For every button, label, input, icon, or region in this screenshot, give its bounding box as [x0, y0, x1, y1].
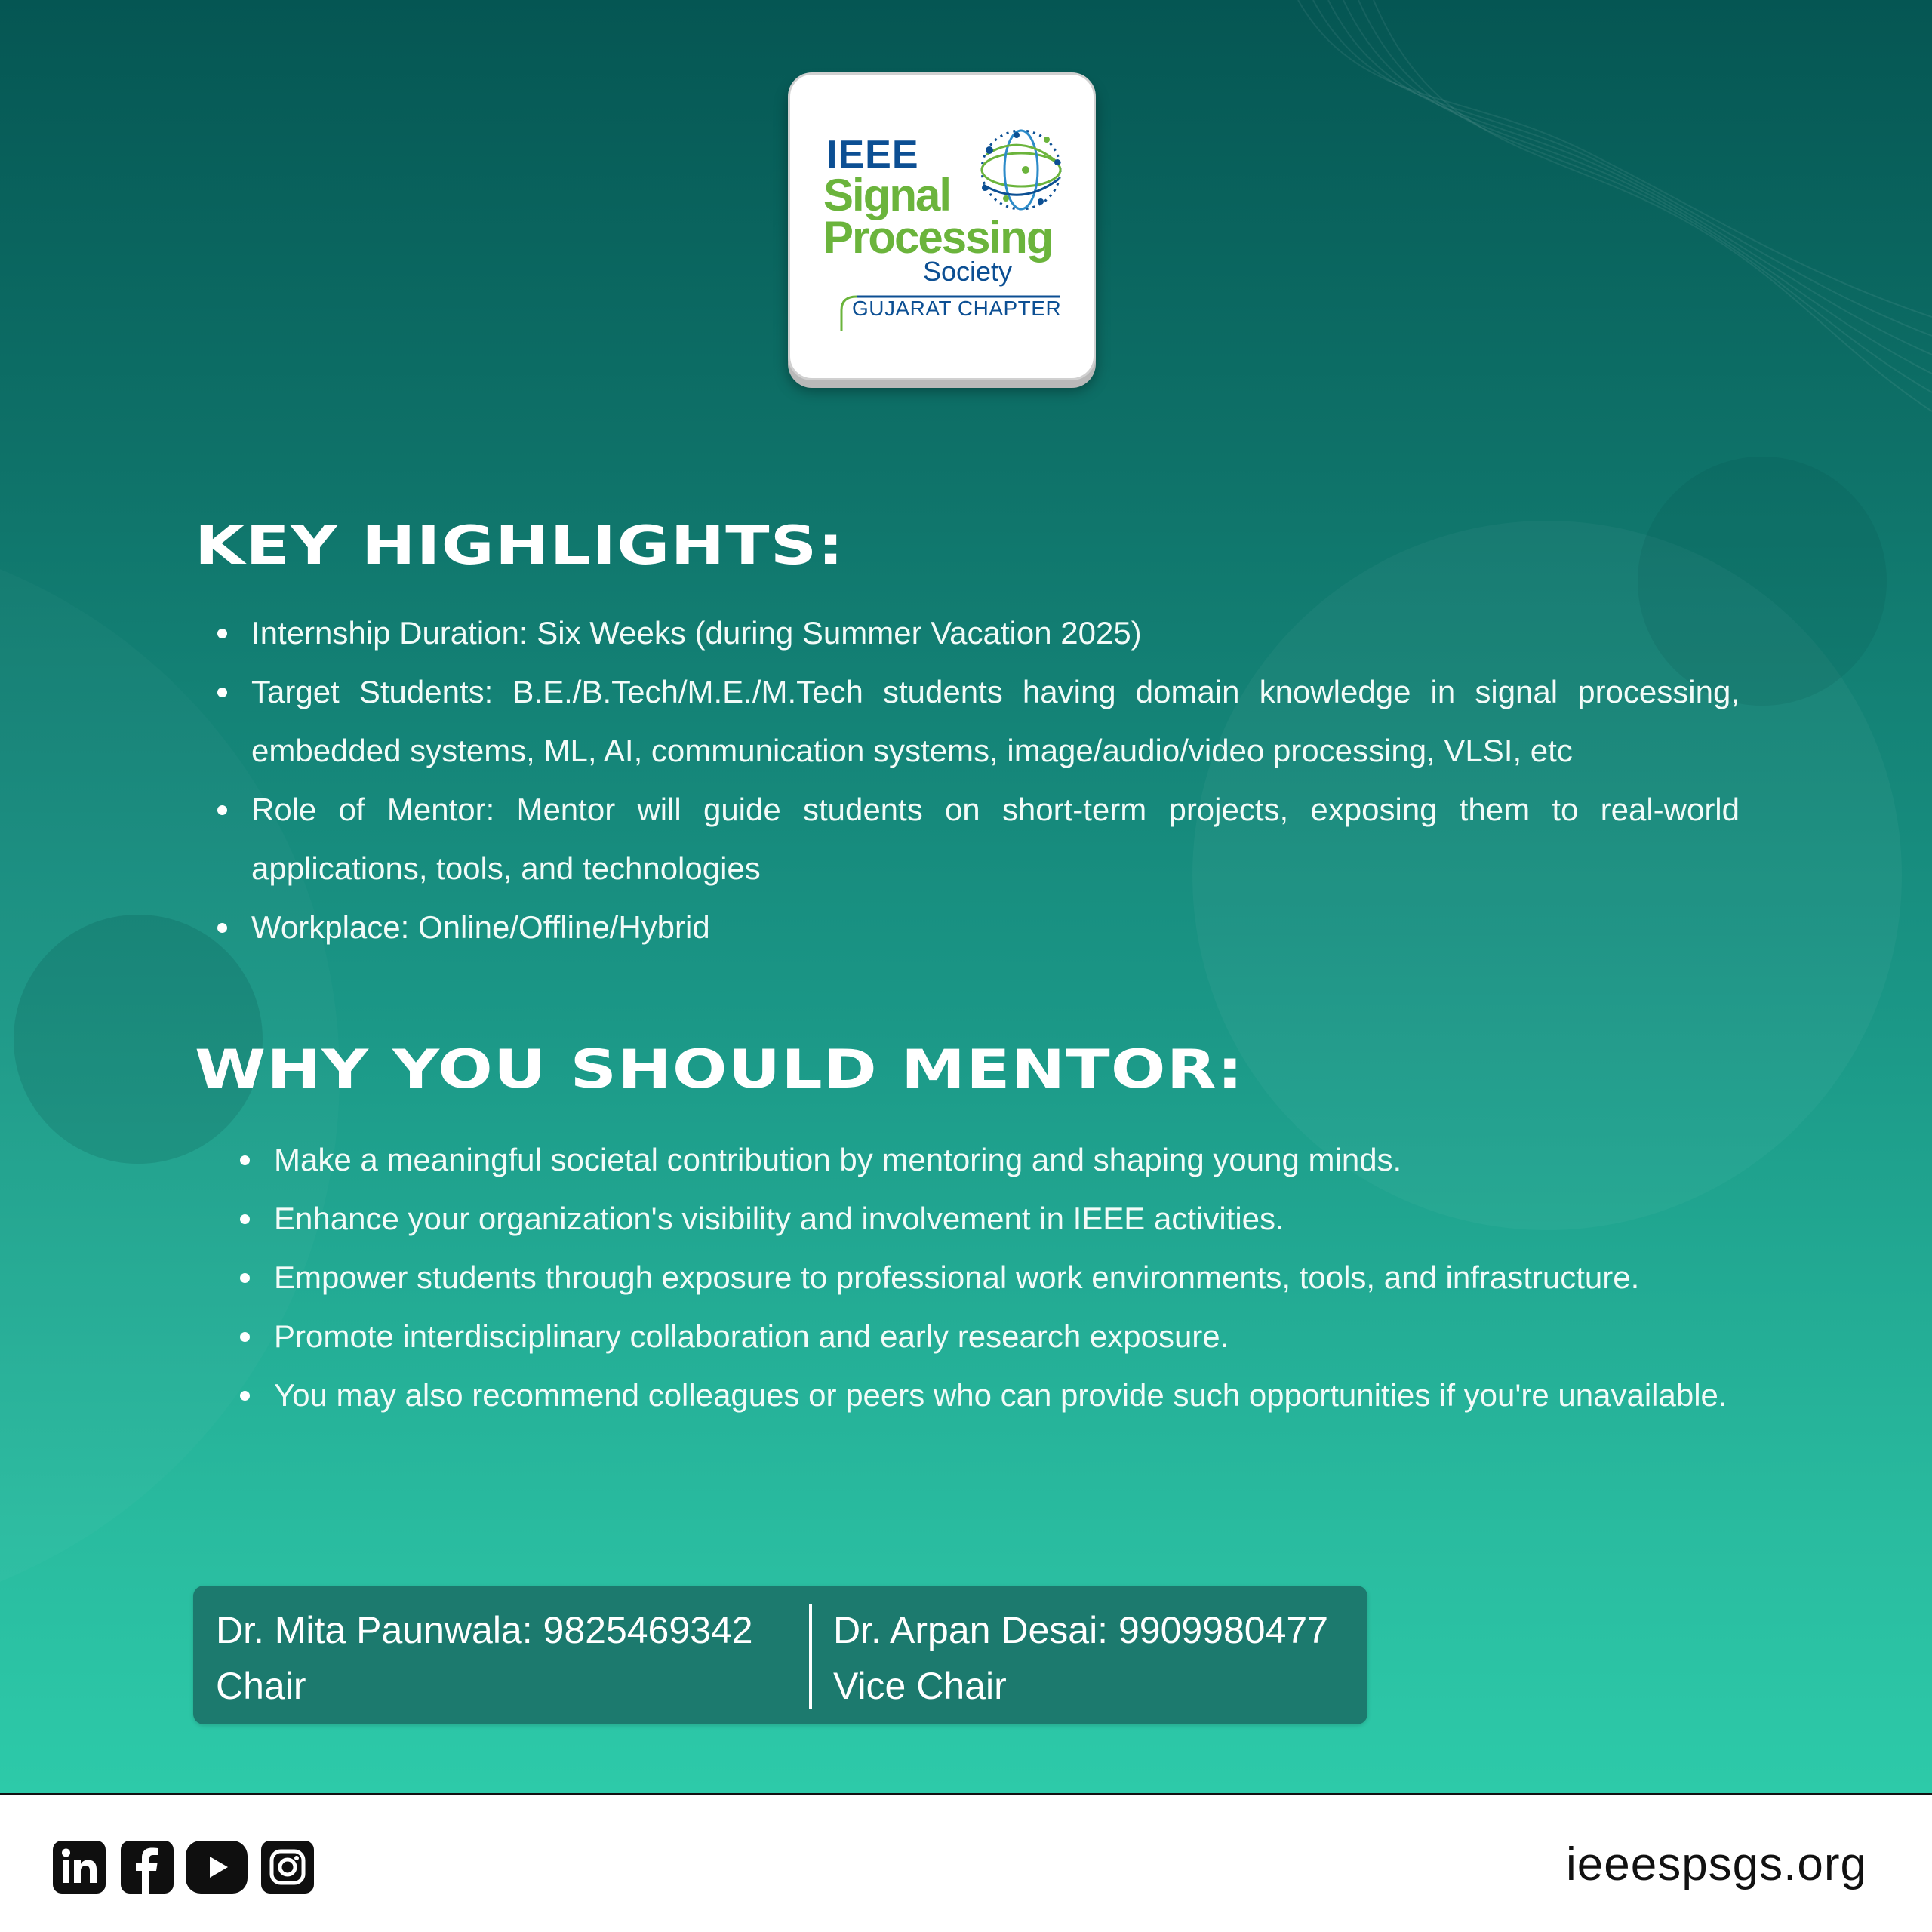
list-item-text: Workplace: Online/Offline/Hybrid [251, 909, 710, 945]
contact-role: Vice Chair [833, 1665, 1007, 1707]
list-item-text: Empower students through exposure to professional work environments, tools, and infrastructure. [274, 1260, 1640, 1295]
facebook-icon[interactable] [121, 1841, 174, 1894]
bullet-icon [240, 1273, 250, 1283]
contact-vice-chair [833, 1602, 1328, 1714]
list-item-text: Enhance your organization's visibility and involvement in IEEE activities. [274, 1201, 1284, 1236]
contact-role: Chair [216, 1665, 306, 1707]
logo-chapter-text: GUJARAT CHAPTER [852, 297, 1062, 320]
instagram-icon[interactable] [261, 1841, 314, 1894]
linkedin-icon[interactable] [53, 1841, 106, 1894]
bullet-icon [217, 923, 227, 933]
contact-box [193, 1586, 1367, 1724]
list-item [274, 1131, 1762, 1189]
list-item [251, 898, 1740, 957]
logo-signal-text: Signal [823, 170, 951, 220]
background-wave-lines [1268, 0, 1932, 423]
bullet-icon [240, 1155, 250, 1165]
footer [0, 1795, 1932, 1932]
list-item-text: Make a meaningful societal contribution by mentoring and shaping young minds. [274, 1142, 1402, 1177]
bullet-icon [217, 629, 227, 638]
bullet-icon [240, 1332, 250, 1342]
bullet-icon [217, 805, 227, 815]
contact-name-phone: Dr. Mita Paunwala: 9825469342 [216, 1609, 753, 1651]
youtube-icon[interactable] [186, 1841, 248, 1894]
list-item [251, 780, 1740, 898]
list-item-text: Internship Duration: Six Weeks (during Summer Vacation 2025) [251, 615, 1142, 651]
bullet-icon [240, 1391, 250, 1401]
list-item [274, 1307, 1762, 1366]
bullet-icon [240, 1214, 250, 1224]
list-item-text: Role of Mentor: Mentor will guide students on short-term projects, exposing them to real-world applications, tools, and technologies [251, 792, 1740, 886]
contact-divider [809, 1604, 812, 1709]
website-link[interactable]: ieeespsgs.org [1565, 1838, 1867, 1890]
key-highlights-list [251, 604, 1740, 957]
list-item [274, 1248, 1762, 1307]
list-item [274, 1366, 1762, 1425]
key-highlights-heading: KEY HIGHLIGHTS: [195, 515, 844, 577]
list-item [274, 1189, 1762, 1248]
list-item [251, 604, 1740, 663]
list-item-text: You may also recommend colleagues or peers who can provide such opportunities if you're unavailable. [274, 1377, 1727, 1413]
why-mentor-heading: WHY YOU SHOULD MENTOR: [195, 1038, 1244, 1100]
bullet-icon [217, 688, 227, 697]
list-item [251, 663, 1740, 780]
list-item-text: Promote interdisciplinary collaboration and early research exposure. [274, 1318, 1229, 1354]
logo-society-text: Society [923, 256, 1013, 287]
logo-ieee-text: IEEE [826, 133, 919, 177]
logo-processing-text: Processing [823, 212, 1053, 263]
globe-icon [968, 117, 1074, 223]
why-mentor-list [274, 1131, 1762, 1425]
list-item-text: Target Students: B.E./B.Tech/M.E./M.Tech students having domain knowledge in signal processing, embedded systems, ML, AI, communication systems, image/audio/video processing, VLSI, etc [251, 674, 1740, 768]
contact-name-phone: Dr. Arpan Desai: 9909980477 [833, 1609, 1329, 1651]
contact-chair [216, 1602, 753, 1714]
ieee-sps-logo [788, 72, 1096, 380]
